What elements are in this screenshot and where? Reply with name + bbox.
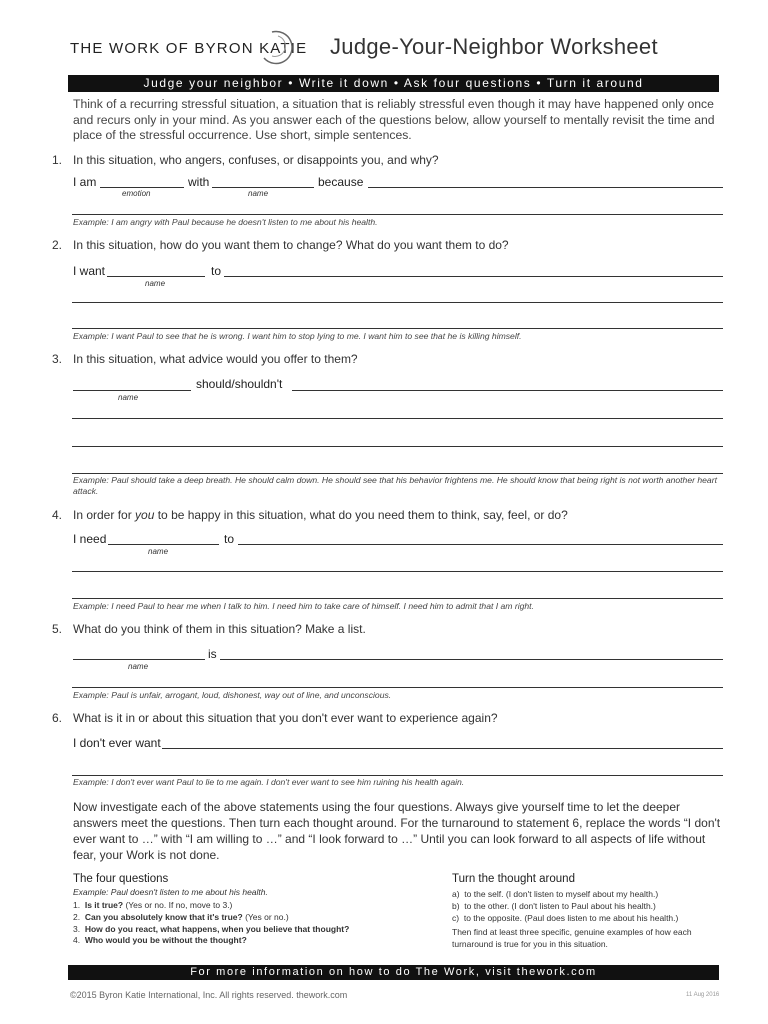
field-label: I want <box>73 264 106 278</box>
turnaround-note: Then find at least three specific, genuine examples of how each turnaround is true for you in this situation. <box>452 927 692 950</box>
list-item: a) to the self. (I don't listen to myself about my health.) <box>452 889 659 899</box>
question-number: 5. <box>52 622 63 636</box>
field-hint: emotion <box>122 189 151 198</box>
example-text: Example: I don't ever want Paul to lie to me again. I don't ever want to see him ruining his health again. <box>73 777 465 787</box>
dont-want-field[interactable] <box>162 748 723 749</box>
question-number: 1. <box>52 153 63 167</box>
field-hint: name <box>128 662 149 671</box>
four-questions-list <box>73 900 433 947</box>
field-hint: name <box>145 279 166 288</box>
field-label: I need <box>73 532 107 546</box>
field-label: I don't ever want <box>73 736 161 750</box>
print-date: 11 Aug 2016 <box>686 992 720 998</box>
answer-line[interactable] <box>72 598 723 599</box>
bottom-bar: For more information on how to do The Work, visit thework.com <box>68 965 719 980</box>
example-text: Example: Paul is unfair, arrogant, loud, dishonest, way out of line, and unconscious. <box>73 690 392 700</box>
field-hint: name <box>118 393 139 402</box>
answer-line[interactable] <box>72 418 723 419</box>
question-number: 6. <box>52 711 63 725</box>
name-field[interactable] <box>73 390 191 391</box>
turnaround-list <box>452 889 722 951</box>
page-title: Judge-Your-Neighbor Worksheet <box>330 34 658 59</box>
question-text: What do you think of them in this situation? Make a list. <box>73 622 366 636</box>
list-item: 3. How do you react, what happens, when you believe that thought? <box>73 923 350 934</box>
list-item: c) to the opposite. (Paul does listen to me about his health.) <box>452 912 679 923</box>
question-text: In this situation, who angers, confuses, or disappoints you, and why? <box>73 153 439 167</box>
question-text: In this situation, what advice would you offer to them? <box>73 352 358 366</box>
name-field[interactable] <box>73 659 205 660</box>
need-field[interactable] <box>238 544 723 545</box>
top-bar: Judge your neighbor • Write it down • Ask four questions • Turn it around <box>68 75 719 92</box>
logo-arc-icon <box>260 28 300 68</box>
example-text: Example: Paul should take a deep breath. He should calm down. He should see that his behavior frightens me. He should know that being right is not worth another heart attack. <box>73 475 717 496</box>
answer-line[interactable] <box>72 328 723 329</box>
question-text: What is it in or about this situation that you don't ever want to experience again? <box>73 711 498 725</box>
turnaround-title: Turn the thought around <box>452 873 575 885</box>
list-item: 1. Is it true? (Yes or no. If no, move to 3.) <box>73 900 233 910</box>
answer-line[interactable] <box>72 446 723 447</box>
list-item: 4. Who would you be without the thought? <box>73 935 247 946</box>
logo: THE WORK OF BYRON KATIE <box>70 40 308 57</box>
four-questions-title: The four questions <box>73 873 169 885</box>
field-label: with <box>188 175 210 189</box>
advice-field[interactable] <box>292 390 723 391</box>
name-field[interactable] <box>108 544 219 545</box>
list-item: b) to the other. (I don't listen to Paul about his health.) <box>452 900 656 911</box>
name-field[interactable] <box>212 187 314 188</box>
because-field[interactable] <box>368 187 723 188</box>
field-label: to <box>224 532 235 546</box>
field-label: to <box>211 264 222 278</box>
emotion-field[interactable] <box>100 187 184 188</box>
question-number: 3. <box>52 352 63 366</box>
judgment-field[interactable] <box>220 659 723 660</box>
want-field[interactable] <box>224 276 723 277</box>
four-questions-example: Example: Paul doesn't listen to me about his health. <box>73 887 268 897</box>
question-text: In this situation, how do you want them to change? What do you want them to do? <box>73 238 509 252</box>
answer-line[interactable] <box>72 775 723 776</box>
answer-line[interactable] <box>72 473 723 474</box>
name-field[interactable] <box>107 276 205 277</box>
answer-line[interactable] <box>72 687 723 688</box>
field-hint: name <box>148 547 169 556</box>
field-label: is <box>208 647 217 661</box>
answer-line[interactable] <box>72 302 723 303</box>
example-text: Example: I want Paul to see that he is wrong. I want him to stop lying to me. I want him to see that he is killing himself. <box>73 331 522 341</box>
answer-line[interactable] <box>72 571 723 572</box>
field-label: should/shouldn't <box>196 377 283 391</box>
field-label: because <box>318 175 364 189</box>
question-number: 4. <box>52 508 63 522</box>
field-hint: name <box>248 189 269 198</box>
example-text: Example: I am angry with Paul because he doesn't listen to me about his health. <box>73 217 378 227</box>
question-number: 2. <box>52 238 63 252</box>
example-text: Example: I need Paul to hear me when I talk to him. I need him to take care of himself. I need him to admit that I am right. <box>73 601 534 611</box>
field-label: I am <box>73 175 97 189</box>
investigate-text: Now investigate each of the above statements using the four questions. Always give yourself time to let the deeper answers meet the questions. Then turn each thought around. For the turnaround to statement 6, replace the words “I don't ever want to …” with “I am willing to …” and “I look forward to …” Until you can look forward to all aspects of life without fear, your Work is not done. <box>73 800 721 862</box>
answer-line[interactable] <box>72 214 723 215</box>
intro-text: Think of a recurring stressful situation, a situation that is reliably stressful even though it may have happened only once and recurs only in your mind. As you answer each of the questions below, allow yourself to mentally revisit the time and place of the stressful occurrence. Use short, simple sentences. <box>73 97 715 142</box>
question-text: In order for you to be happy in this situation, what do you need them to think, say, feel, or do? <box>73 508 568 522</box>
list-item: 2. Can you absolutely know that it's true? (Yes or no.) <box>73 911 289 922</box>
copyright: ©2015 Byron Katie International, Inc. All rights reserved. thework.com <box>70 990 348 1000</box>
